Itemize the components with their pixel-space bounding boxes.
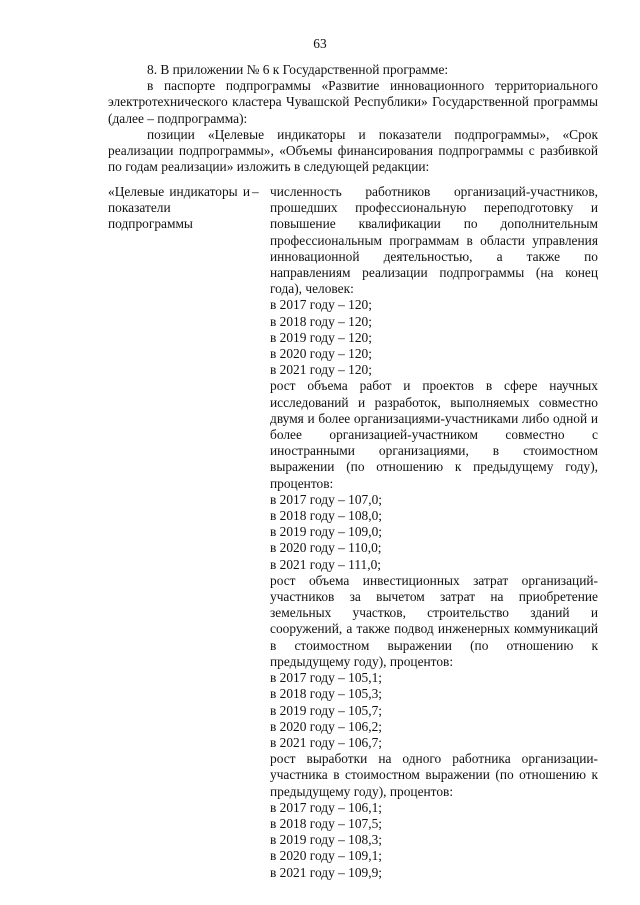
indicator-description: рост объема работ и проектов в сфере научных исследований и разработок, выполняемых совместно двумя и более организациями-участниками либо одной и более организацией-участником совместно с иностранными организациями, в стоимостном выражении (по отношению к предыдущему году), процентов: — [270, 378, 598, 491]
indicator-year-value: в 2018 году – 108,0; — [270, 508, 383, 524]
indicator-year-value: в 2020 году – 110,0; — [270, 540, 382, 556]
indicator-year-value: в 2020 году – 120; — [270, 346, 372, 362]
intro-section — [108, 62, 598, 175]
indicator-description: рост выработки на одного работника организации-участника в стоимостном выражении (по отношению к предыдущему году), процентов: — [270, 751, 598, 799]
indicator-year-value: в 2017 году – 105,1; — [270, 670, 383, 686]
indicator-description: численность работников организаций-участников, прошедших профессиональную переподготовку и повышение квалификации по дополнительным профессиональным программам в области управления инновационной деятельностью, а также по направлениям реализации подпрограммы (на конец года), человек: — [270, 184, 598, 297]
indicators-list — [270, 184, 598, 881]
page-number: 63 — [313, 36, 327, 51]
indicator-year-value: в 2017 году – 120; — [270, 297, 372, 313]
intro-paragraph: в паспорте подпрограммы «Развитие инновационного территориального электротехнического кластера Чувашской Республики» Государственной программы (далее – подпрограмма): — [108, 78, 598, 126]
indicator-year-value: в 2017 году – 106,1; — [270, 799, 383, 815]
label-dash: – — [252, 184, 259, 199]
indicator-year-value: в 2019 году – 108,3; — [270, 832, 383, 848]
indicator-description: рост объема инвестиционных затрат организаций-участников за вычетом затрат на приобретение земельных участков, строительство зданий и сооружений, а также подвод инженерных коммуникаций в стоимостном выражении (по отношению к предыдущему году), процентов: — [270, 572, 598, 669]
indicator-year-value: в 2021 году – 109,9; — [270, 864, 383, 880]
indicator-year-value: в 2018 году – 120; — [270, 313, 372, 329]
indicator-year-value: в 2020 году – 106,2; — [270, 718, 383, 734]
indicator-year-value: в 2019 году – 105,7; — [270, 702, 383, 718]
indicator-year-value: в 2021 году – 106,7; — [270, 734, 383, 750]
indicator-year-value: в 2018 году – 107,5; — [270, 815, 383, 831]
indicator-year-value: в 2019 году – 109,0; — [270, 524, 383, 540]
intro-paragraph: позиции «Целевые индикаторы и показатели подпрограммы», «Срок реализации подпрограммы», «Объемы финансирования подпрограммы с разбивкой по годам реализации» изложить в следующей редакции: — [108, 126, 598, 175]
indicator-year-value: в 2017 году – 107,0; — [270, 491, 383, 507]
position-label: «Целевые индикаторы и показатели подпрограммы — [108, 184, 250, 232]
indicator-year-value: в 2021 году – 111,0; — [270, 556, 382, 572]
indicator-year-value: в 2021 году – 120; — [270, 362, 372, 378]
indicator-year-value: в 2019 году – 120; — [270, 329, 372, 345]
indicator-year-value: в 2018 году – 105,3; — [270, 686, 383, 702]
intro-paragraph: 8. В приложении № 6 к Государственной программе: — [147, 62, 449, 77]
indicator-year-value: в 2020 году – 109,1; — [270, 848, 383, 864]
